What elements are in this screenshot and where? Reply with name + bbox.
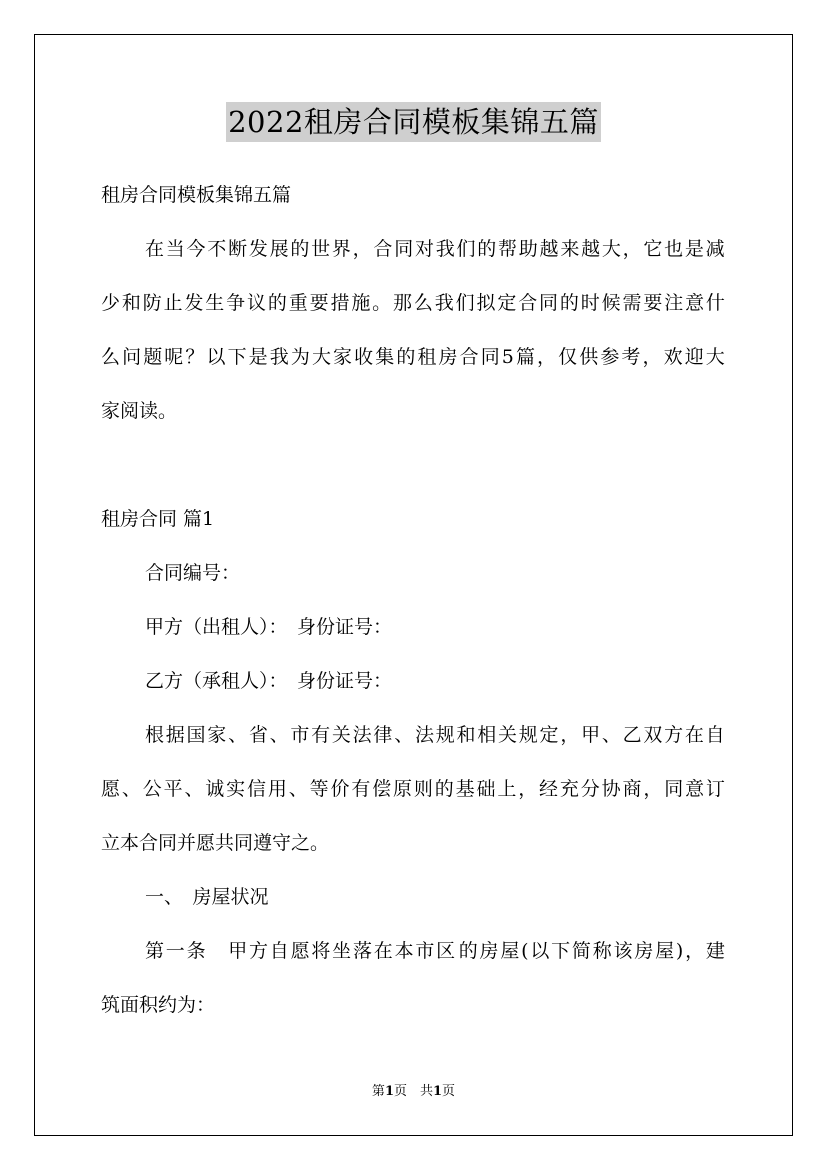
- text-char: 的: [267, 292, 287, 314]
- text-char: 供: [579, 346, 599, 368]
- text-char: 、: [288, 778, 308, 800]
- text-char: 候: [601, 292, 621, 314]
- text-char: 等: [309, 778, 329, 800]
- text-char: 拟: [476, 292, 496, 314]
- text-char: 在: [684, 724, 704, 746]
- text-char: 市: [290, 724, 310, 746]
- text-char: 本: [394, 940, 414, 962]
- text-char: 愿: [290, 940, 310, 962]
- text-char: 合: [373, 238, 393, 260]
- text-char: 和: [456, 724, 476, 746]
- text-char: 当: [165, 238, 185, 260]
- text-char: 的: [458, 940, 478, 962]
- footer-page-prefix: 第: [371, 1084, 385, 1099]
- text-char: 生: [205, 292, 225, 314]
- article-1-line-1: [145, 939, 725, 963]
- text-char: 同: [480, 346, 500, 368]
- text-char: 来: [560, 238, 580, 260]
- basis-line-1: [145, 723, 725, 747]
- party-b-line: 乙方（承租人）： 身份证号：: [145, 670, 393, 692]
- text-char: 国: [186, 724, 206, 746]
- text-char: 题: [143, 346, 163, 368]
- text-char: 我: [434, 292, 454, 314]
- intro-line-2: [101, 291, 725, 315]
- text-char: 它: [643, 238, 663, 260]
- text-char: 需: [622, 292, 642, 314]
- text-char: 协: [601, 778, 621, 800]
- text-char: 止: [163, 292, 183, 314]
- text-char: 是: [248, 346, 268, 368]
- text-char: 。: [372, 292, 392, 314]
- text-char: 础: [476, 778, 496, 800]
- text-char: 时: [580, 292, 600, 314]
- text-char: 租: [417, 346, 437, 368]
- text-char: 区: [436, 940, 456, 962]
- text-char: 有: [311, 724, 331, 746]
- text-char: 建: [705, 940, 725, 962]
- text-char: 意: [685, 778, 705, 800]
- text-char: 在: [373, 940, 393, 962]
- text-char: 5: [501, 346, 514, 368]
- text-char: 参: [600, 346, 620, 368]
- basis-line-3: 立本合同并愿共同遵守之。: [101, 832, 330, 854]
- text-char: 么: [413, 292, 433, 314]
- text-char: 平: [163, 778, 183, 800]
- text-char: 价: [330, 778, 350, 800]
- text-char: 措: [330, 292, 350, 314]
- text-char: 屋: [500, 940, 520, 962]
- text-char: 分: [580, 778, 600, 800]
- text-char: 房: [438, 346, 458, 368]
- text-char: 对: [414, 238, 434, 260]
- clause-heading: 一、 房屋状况: [145, 886, 269, 908]
- text-char: 关: [331, 724, 351, 746]
- text-char: 同: [539, 292, 559, 314]
- text-char: 则: [413, 778, 433, 800]
- document-subtitle: 租房合同模板集锦五篇: [101, 184, 292, 206]
- text-char: 称: [592, 940, 612, 962]
- text-char: 方: [248, 940, 268, 962]
- text-char: 施: [351, 292, 371, 314]
- text-char: 、: [228, 724, 248, 746]
- text-char: 不: [207, 238, 227, 260]
- text-char: 原: [393, 778, 413, 800]
- basis-line-2: [101, 777, 725, 801]
- text-char: 乙: [622, 724, 642, 746]
- text-char: 关: [498, 724, 518, 746]
- text-char: 同: [664, 778, 684, 800]
- text-char: 经: [539, 778, 559, 800]
- text-char: 房: [634, 940, 654, 962]
- text-char: 下: [227, 346, 247, 368]
- text-char: 房: [479, 940, 499, 962]
- text-char: 一: [165, 940, 185, 962]
- document-title: 2022租房合同模板集锦五篇: [226, 102, 601, 142]
- text-char: 下: [551, 940, 571, 962]
- text-char: 基: [455, 778, 475, 800]
- text-char: 订: [705, 778, 725, 800]
- text-char: 也: [664, 238, 684, 260]
- text-char: 界: [331, 238, 351, 260]
- footer-total-suffix: 页: [442, 1084, 456, 1099]
- title-container: [0, 102, 827, 142]
- text-char: 愿: [101, 778, 121, 800]
- text-char: 、: [394, 724, 414, 746]
- text-char: 坐: [332, 940, 352, 962]
- text-char: 的: [396, 346, 416, 368]
- text-char: 么: [101, 346, 121, 368]
- text-char: 信: [247, 778, 267, 800]
- text-char: 偿: [372, 778, 392, 800]
- text-char: 防: [142, 292, 162, 314]
- text-char: 我: [269, 346, 289, 368]
- text-char: 合: [459, 346, 479, 368]
- text-char: 规: [518, 724, 538, 746]
- text-char: 合: [518, 292, 538, 314]
- text-char: ，: [643, 778, 663, 800]
- text-char: 什: [705, 292, 725, 314]
- text-char: 据: [165, 724, 185, 746]
- text-char: 意: [685, 292, 705, 314]
- text-char: 相: [477, 724, 497, 746]
- text-char: 市: [415, 940, 435, 962]
- text-char: 诚: [205, 778, 225, 800]
- text-char: ，: [560, 724, 580, 746]
- party-a-line: 甲方（出租人）： 身份证号：: [145, 616, 393, 638]
- text-char: 该: [613, 940, 633, 962]
- text-char: 家: [333, 346, 353, 368]
- text-char: ，: [642, 346, 662, 368]
- text-char: 、: [269, 724, 289, 746]
- text-char: 自: [705, 724, 725, 746]
- text-char: ，: [537, 346, 557, 368]
- text-char: 法: [352, 724, 372, 746]
- text-char: 在: [145, 238, 165, 260]
- text-char: 的: [477, 238, 497, 260]
- text-char: 问: [122, 346, 142, 368]
- text-char: 、: [601, 724, 621, 746]
- text-char: 的: [434, 778, 454, 800]
- text-char: 是: [684, 238, 704, 260]
- text-char: 集: [375, 346, 395, 368]
- text-char: 发: [248, 238, 268, 260]
- section-heading: 租房合同 篇1: [101, 508, 215, 530]
- text-char: 律: [373, 724, 393, 746]
- text-char: 同: [394, 238, 414, 260]
- text-char: [207, 939, 226, 963]
- contract-number-label: 合同编号：: [145, 562, 241, 584]
- text-char: 议: [247, 292, 267, 314]
- text-char: 以: [206, 346, 226, 368]
- text-char: 以: [530, 940, 550, 962]
- text-char: 、: [121, 778, 141, 800]
- text-char: 争: [226, 292, 246, 314]
- text-char: 落: [352, 940, 372, 962]
- text-char: 甲: [581, 724, 601, 746]
- text-char: 将: [311, 940, 331, 962]
- text-char: 我: [435, 238, 455, 260]
- text-char: 规: [435, 724, 455, 746]
- text-char: 商: [622, 778, 642, 800]
- text-char: 篇: [515, 346, 535, 368]
- footer-page-suffix: 页 共: [393, 1084, 433, 1099]
- text-char: (: [521, 940, 529, 962]
- text-char: 要: [643, 292, 663, 314]
- intro-line-4: 家阅读。: [101, 400, 178, 422]
- text-char: 欢: [663, 346, 683, 368]
- text-char: 仅: [558, 346, 578, 368]
- text-char: 自: [269, 940, 289, 962]
- text-char: ，: [622, 238, 642, 260]
- page-footer: [0, 1084, 827, 1100]
- text-char: 迎: [684, 346, 704, 368]
- text-char: 今: [186, 238, 206, 260]
- text-char: 的: [290, 238, 310, 260]
- text-char: 家: [207, 724, 227, 746]
- text-char: 发: [184, 292, 204, 314]
- text-char: 要: [309, 292, 329, 314]
- text-char: 的: [559, 292, 579, 314]
- text-char: 那: [393, 292, 413, 314]
- text-char: 大: [705, 346, 725, 368]
- text-char: 、: [184, 778, 204, 800]
- text-char: ？: [185, 346, 205, 368]
- text-char: 根: [145, 724, 165, 746]
- text-char: 重: [288, 292, 308, 314]
- text-char: 条: [186, 940, 206, 962]
- text-char: 实: [226, 778, 246, 800]
- text-char: 公: [142, 778, 162, 800]
- text-char: 甲: [228, 940, 248, 962]
- text-char: 用: [267, 778, 287, 800]
- text-char: 和: [121, 292, 141, 314]
- text-char: ，: [685, 940, 705, 962]
- intro-line-1: [145, 237, 725, 261]
- text-char: 屋: [655, 940, 675, 962]
- text-char: ，: [518, 778, 538, 800]
- text-char: 第: [145, 940, 165, 962]
- text-char: 为: [290, 346, 310, 368]
- text-char: 省: [248, 724, 268, 746]
- text-char: 呢: [164, 346, 184, 368]
- text-char: 法: [414, 724, 434, 746]
- text-char: 收: [354, 346, 374, 368]
- text-char: 定: [497, 292, 517, 314]
- text-char: 少: [101, 292, 121, 314]
- text-char: 方: [664, 724, 684, 746]
- text-char: 大: [601, 238, 621, 260]
- text-char: ): [675, 940, 684, 962]
- text-char: 减: [705, 238, 725, 260]
- text-char: 大: [311, 346, 331, 368]
- text-char: 断: [228, 238, 248, 260]
- text-char: 注: [664, 292, 684, 314]
- text-char: 定: [539, 724, 559, 746]
- text-char: 考: [621, 346, 641, 368]
- intro-line-3: [101, 345, 725, 369]
- text-char: 帮: [498, 238, 518, 260]
- text-char: 助: [518, 238, 538, 260]
- text-char: 双: [643, 724, 663, 746]
- footer-page-number: 1: [384, 1084, 394, 1099]
- text-char: 简: [571, 940, 591, 962]
- footer-total-pages: 1: [433, 1084, 443, 1099]
- text-char: 们: [456, 238, 476, 260]
- text-char: 上: [497, 778, 517, 800]
- text-char: 越: [581, 238, 601, 260]
- text-char: ，: [352, 238, 372, 260]
- text-char: 有: [351, 778, 371, 800]
- text-char: 展: [269, 238, 289, 260]
- text-char: 充: [559, 778, 579, 800]
- text-char: 们: [455, 292, 475, 314]
- text-char: 世: [311, 238, 331, 260]
- text-char: 越: [539, 238, 559, 260]
- article-1-line-2: 筑面积约为：: [101, 994, 216, 1016]
